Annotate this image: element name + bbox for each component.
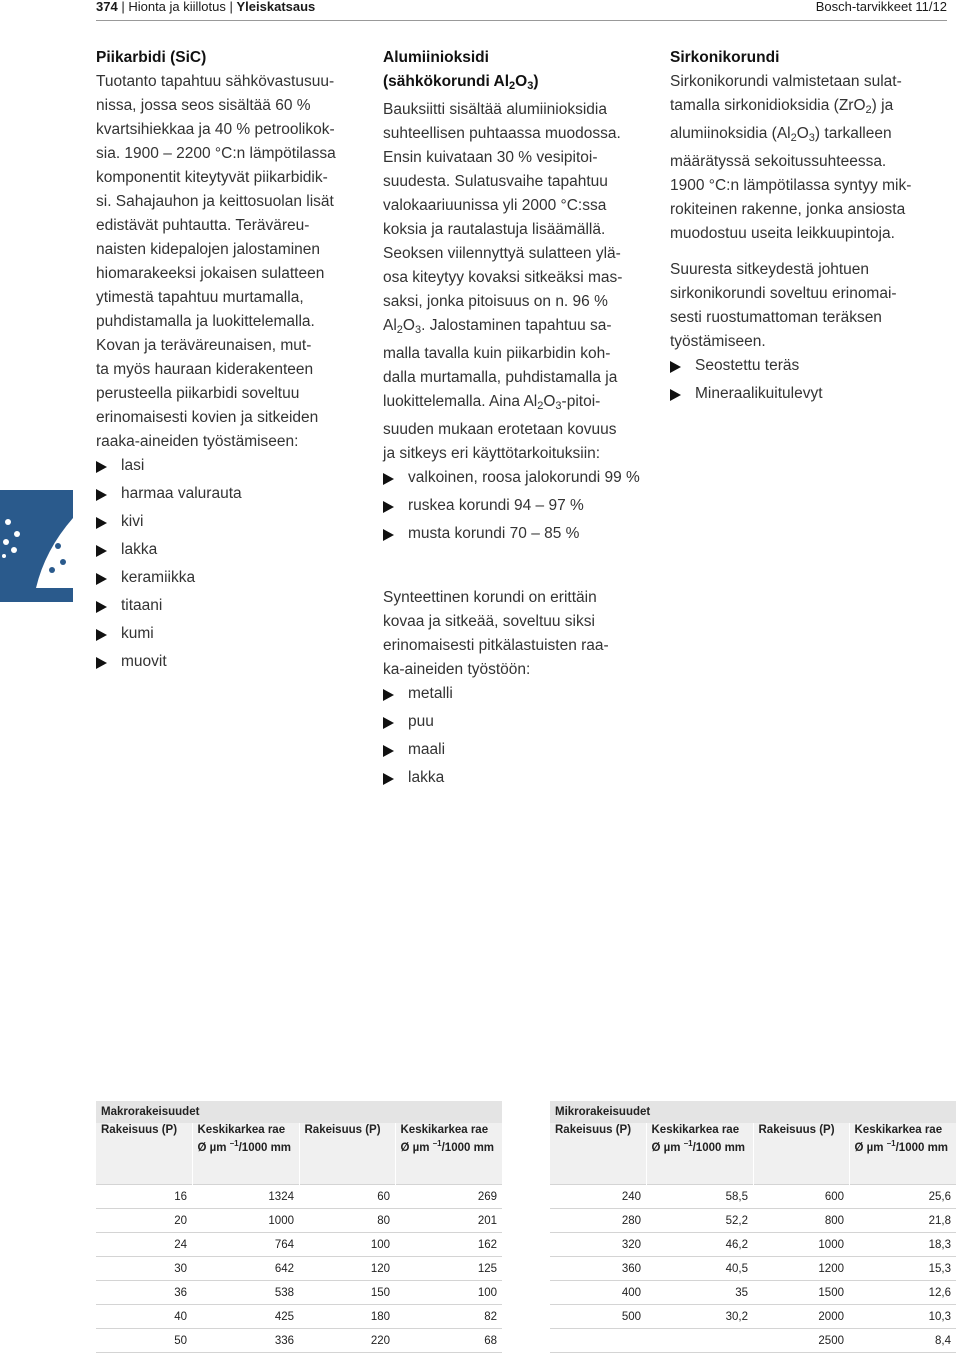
paragraph-line: raaka-aineiden työstämiseen: bbox=[96, 433, 299, 450]
paragraph-line: koksia ja rautalastuja lisäämällä. bbox=[383, 221, 606, 238]
header-divider: | bbox=[229, 0, 237, 14]
bullet-arrow-icon bbox=[383, 745, 394, 757]
bullet-arrow-icon bbox=[383, 717, 394, 729]
table-title: Makrorakeisuudet bbox=[96, 1101, 502, 1123]
bullet-arrow-icon bbox=[96, 573, 107, 585]
micro-grit-table bbox=[550, 1101, 956, 1353]
paragraph-line: si. Sahajauhon ja keittosuolan lisät bbox=[96, 193, 334, 210]
table-row: 50 336 220 68 bbox=[96, 1329, 502, 1353]
paragraph-line: perusteella piikarbidi soveltuu bbox=[96, 385, 300, 402]
paragraph-line: luokittelemalla. Aina $Al_2O_3-pitoi-$ bbox=[383, 393, 601, 412]
bullet-arrow-icon bbox=[96, 545, 107, 557]
material-list bbox=[670, 354, 945, 410]
bullet-arrow-icon bbox=[383, 689, 394, 701]
table-row: 2500 8,4 bbox=[550, 1329, 956, 1353]
paragraph-line: dalla murtamalla, puhdistamalla ja bbox=[383, 369, 618, 386]
paragraph-line: erinomaisesti pitkälastuisten raa- bbox=[383, 637, 609, 654]
paragraph-line: kvartsihiekkaa ja 40 % petroolikok- bbox=[96, 121, 335, 138]
list-item: ruskea korundi 94 – 97 % bbox=[383, 494, 653, 522]
column-header: Rakeisuus (P) bbox=[299, 1123, 395, 1185]
bullet-arrow-icon bbox=[670, 389, 681, 401]
list-item: lakka bbox=[383, 766, 653, 794]
table-row: 24 764 100 162 bbox=[96, 1233, 502, 1257]
table-header-row bbox=[550, 1123, 956, 1185]
paragraph-line: komponentit kiteytyvät piikarbidik- bbox=[96, 169, 328, 186]
column-header: Keskikarkea rae Ø µm $^{-1}$/1000 mm bbox=[849, 1123, 956, 1185]
paragraph-line: muodostuu useita leikkuupintoja. bbox=[670, 225, 895, 242]
bullet-arrow-icon bbox=[383, 773, 394, 785]
paragraph-line: ta myös hauraan kiderakenteen bbox=[96, 361, 314, 378]
list-item: keramiikka bbox=[96, 566, 366, 594]
chapter-title: Hionta ja kiillotus bbox=[128, 0, 226, 14]
macro-grit-table bbox=[96, 1101, 502, 1353]
list-item: metalli bbox=[383, 682, 653, 710]
list-item: kivi bbox=[96, 510, 366, 538]
list-item: lasi bbox=[96, 454, 366, 482]
paragraph-line: nissa, jossa seos sisältää 60 % bbox=[96, 97, 311, 114]
section-title: Yleiskatsaus bbox=[236, 0, 316, 14]
column-header: Rakeisuus (P) bbox=[550, 1123, 646, 1185]
material-list bbox=[383, 682, 653, 794]
page-number: 374 bbox=[96, 0, 118, 14]
table-row: 360 40,5 1200 15,3 bbox=[550, 1257, 956, 1281]
table-header-row bbox=[96, 1123, 502, 1185]
paragraph-line: saksi, jonka pitoisuus on n. 96 % bbox=[383, 293, 608, 310]
paragraph-line: Suuresta sitkeydestä johtuen bbox=[670, 261, 870, 278]
bullet-arrow-icon bbox=[96, 517, 107, 529]
paragraph-line: malla tavalla kuin piikarbidin koh- bbox=[383, 345, 611, 362]
list-item: kumi bbox=[96, 622, 366, 650]
paragraph-line: erinomaisesti kovien ja sitkeiden bbox=[96, 409, 319, 426]
table-row: 36 538 150 100 bbox=[96, 1281, 502, 1305]
bullet-arrow-icon bbox=[96, 489, 107, 501]
material-list bbox=[96, 454, 366, 678]
paragraph-line: Sirkonikorundi valmistetaan sulat- bbox=[670, 73, 902, 90]
table-row: 500 30,2 2000 10,3 bbox=[550, 1305, 956, 1329]
paragraph-line: tamalla sirkonidioksidia (ZrO$_2$) ja bbox=[670, 97, 894, 116]
section-heading: Sirkonikorundi bbox=[670, 49, 780, 66]
list-item: muovit bbox=[96, 650, 366, 678]
paragraph-line: ja sitkeys eri käyttötarkoituksiin: bbox=[383, 445, 601, 462]
table-row: 400 35 1500 12,6 bbox=[550, 1281, 956, 1305]
table-row: 240 58,5 600 25,6 bbox=[550, 1185, 956, 1209]
column-header: Rakeisuus (P) bbox=[96, 1123, 192, 1185]
paragraph-line: sia. 1900 – 2200 °C:n lämpötilassa bbox=[96, 145, 336, 162]
paragraph-line: suhteellisen puhtaassa muodossa. bbox=[383, 125, 621, 142]
paragraph-line: puhdistamalla ja luokittelemalla. bbox=[96, 313, 315, 330]
paragraph-line: kovaa ja sitkeää, soveltuu siksi bbox=[383, 613, 595, 630]
table-row: 20 1000 80 201 bbox=[96, 1209, 502, 1233]
page-header bbox=[96, 0, 947, 20]
paragraph-line: määrätyssä sekoitussuhteessa. bbox=[670, 153, 887, 170]
paragraph-line: Seoksen viilennyttyä sulatteen ylä- bbox=[383, 245, 621, 262]
column-header: Rakeisuus (P) bbox=[753, 1123, 849, 1185]
column-aluminium-oxide bbox=[383, 46, 653, 794]
header-divider: | bbox=[121, 0, 129, 14]
bullet-arrow-icon bbox=[96, 461, 107, 473]
table-row: 16 1324 60 269 bbox=[96, 1185, 502, 1209]
bullet-arrow-icon bbox=[383, 501, 394, 513]
paragraph-line: 1900 °C:n lämpötilassa syntyy mik- bbox=[670, 177, 912, 194]
list-item: maali bbox=[383, 738, 653, 766]
column-header: Keskikarkea rae Ø µm $^{-1}$/1000 mm bbox=[192, 1123, 299, 1185]
spacer bbox=[383, 550, 653, 586]
bullet-arrow-icon bbox=[670, 361, 681, 373]
paragraph-line: rokiteinen rakenne, jonka ansiosta bbox=[670, 201, 906, 218]
list-item: harmaa valurauta bbox=[96, 482, 366, 510]
list-item: valkoinen, roosa jalokorundi 99 % bbox=[383, 466, 653, 494]
paragraph-line: Synteettinen korundi on erittäin bbox=[383, 589, 597, 606]
column-zirconia-corundum bbox=[670, 46, 945, 410]
list-item: musta korundi 70 – 85 % bbox=[383, 522, 653, 550]
paragraph-line: naisten kidepalojen jalostaminen bbox=[96, 241, 321, 258]
paragraph-line: sirkonikorundi soveltuu erinomai- bbox=[670, 285, 897, 302]
list-item: titaani bbox=[96, 594, 366, 622]
header-left bbox=[96, 0, 315, 14]
paragraph-line: edistävät puhtautta. Teräväreu- bbox=[96, 217, 310, 234]
paragraph-line: ka-aineiden työstöön: bbox=[383, 661, 531, 678]
bullet-arrow-icon bbox=[96, 657, 107, 669]
table-row: 280 52,2 800 21,8 bbox=[550, 1209, 956, 1233]
bullet-arrow-icon bbox=[96, 629, 107, 641]
spacer bbox=[670, 246, 945, 258]
table-row: 30 642 120 125 bbox=[96, 1257, 502, 1281]
list-item: lakka bbox=[96, 538, 366, 566]
paragraph-line: alumiinoksidia $(Al_2O_3)$ tarkalleen bbox=[670, 125, 892, 144]
table-row: 320 46,2 1000 18,3 bbox=[550, 1233, 956, 1257]
table-row: 40 425 180 82 bbox=[96, 1305, 502, 1329]
paragraph-line: ytimestä tapahtuu murtamalla, bbox=[96, 289, 304, 306]
paragraph-line: suudesta. Sulatusvaihe tapahtuu bbox=[383, 173, 608, 190]
sanding-disc-icon bbox=[0, 490, 73, 602]
section-subheading: (sähkökorundi $Al_2O_3$) bbox=[383, 73, 539, 92]
paragraph-line: Bauksiitti sisältää alumiinioksidia bbox=[383, 101, 607, 118]
section-heading: Piikarbidi (SiC) bbox=[96, 49, 207, 66]
paragraph-line: Ensin kuivataan 30 % vesipitoi- bbox=[383, 149, 598, 166]
section-heading: Alumiinioksidi bbox=[383, 49, 489, 66]
paragraph-line: $Al_2O_3$. Jalostaminen tapahtuu sa- bbox=[383, 317, 612, 336]
list-item: puu bbox=[383, 710, 653, 738]
paragraph-line: sesti ruostumattoman teräksen bbox=[670, 309, 882, 326]
paragraph-line: työstämiseen. bbox=[670, 333, 766, 350]
bullet-arrow-icon bbox=[383, 473, 394, 485]
table-title: Mikrorakeisuudet bbox=[550, 1101, 956, 1123]
list-item: Seostettu teräs bbox=[670, 354, 945, 382]
paragraph-line: hiomarakeeksi jokaisen sulatteen bbox=[96, 265, 325, 282]
paragraph-line: suuden mukaan erotetaan kovuus bbox=[383, 421, 617, 438]
paragraph-line: Tuotanto tapahtuu sähkövastusuu- bbox=[96, 73, 335, 90]
corundum-list bbox=[383, 466, 653, 550]
column-header: Keskikarkea rae Ø µm $^{-1}$/1000 mm bbox=[395, 1123, 502, 1185]
paragraph-line: valokaariuunissa yli 2000 °C:ssa bbox=[383, 197, 607, 214]
paragraph-line: Kovan ja teräväreunaisen, mut- bbox=[96, 337, 312, 354]
bullet-arrow-icon bbox=[383, 529, 394, 541]
catalog-name: Bosch-tarvikkeet 11/12 bbox=[815, 0, 947, 14]
bullet-arrow-icon bbox=[96, 601, 107, 613]
paragraph-line: osa kiteytyy kovaksi sitkeäksi mas- bbox=[383, 269, 623, 286]
column-header: Keskikarkea rae Ø µm $^{-1}$/1000 mm bbox=[646, 1123, 753, 1185]
column-silicon-carbide bbox=[96, 46, 366, 678]
header-rule bbox=[96, 20, 947, 21]
list-item: Mineraalikuitulevyt bbox=[670, 382, 945, 410]
